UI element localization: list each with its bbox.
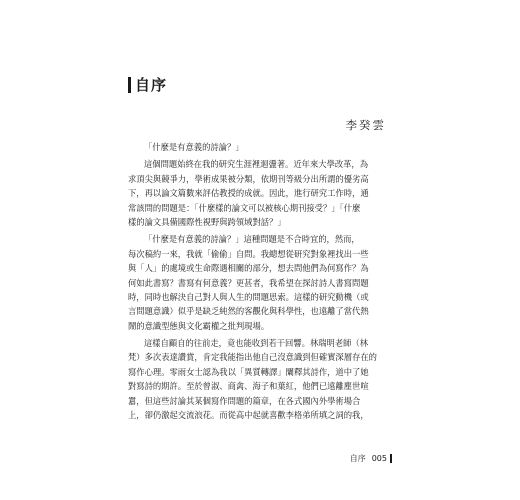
page-number: 005 (371, 454, 387, 463)
paragraph-line: 下，再以論文篇數來評估教授的成就。因此，進行研究工作時，通 (128, 188, 369, 199)
paragraph-line: 樣的論文具備國際性視野與跨領域對話？」 (128, 216, 286, 227)
paragraph-line: 寫作心理。零雨女士認為我以「異質轉譯」闡釋其詩作，道中了她 (128, 366, 369, 377)
paragraph-line: 梵）多次表達讚賞，肯定我能指出他自己沒意識到但確實深層存在的 (128, 352, 377, 363)
paragraph-line: 「什麼是有意義的詩論？」這種問題是不合時宜的，然而， (144, 234, 360, 245)
paragraph-line: 求頂尖與競爭力，學術成果被分類，依期刊等級分出所謂的優劣高 (128, 173, 369, 184)
paragraph-line: 每次稿約一來，我就「偷偷」自問。我總想從研究對象裡找出一些 (128, 248, 369, 259)
running-header: 自序 (349, 454, 366, 463)
body-text (128, 140, 390, 422)
paragraph-line: 上，卻仍激起交流浪花。而從高中起就喜歡李格弟所填之詞的我， (128, 410, 369, 421)
heading-bar (128, 77, 131, 93)
paragraph-line: 鬧的意識型態與文化霸權之批判現場。 (128, 320, 270, 331)
paragraph-line: 對寫詩的期許。至於曾淑、商禽、海子和葉紅，他們已遠離塵世喧 (128, 381, 369, 392)
paragraph-line: 與「人」的處境或生命際遇相關的部分，想去問他們為何寫作？為 (128, 263, 369, 274)
chapter-heading (128, 74, 167, 95)
paragraph-line: 「什麼是有意義的詩論？」 (144, 142, 244, 152)
paragraph-line: 何如此書寫？書寫有何意義？更甚者，我希望在探討詩人書寫問題 (128, 277, 369, 288)
paragraph-line: 常該問的問題是：「什麼樣的論文可以被核心期刊接受？」「什麼 (128, 202, 361, 213)
footer-bar (390, 454, 392, 463)
paragraph-line: 這樣自顧自的往前走，竟也能收到若干回響。林瑞明老師（林 (144, 338, 369, 349)
paragraph-line: 言問題意識）似乎是缺乏純然的客觀化與科學性，也遠離了當代熱 (128, 306, 369, 317)
paragraph-line: 這個問題始終在我的研究生涯裡迴盪著。近年來大學改革，為 (144, 159, 369, 170)
paragraph-line: 囂，但這些討論其某個寫作問題的篇章，在各式國內外學術場合 (128, 395, 361, 406)
paragraph-line: 時，同時也解決自己對人與人生的問題思索。這樣的研究動機（或 (128, 291, 369, 302)
chapter-title: 自序 (135, 76, 168, 94)
author-name: 李癸雲 (345, 118, 386, 132)
page-footer (350, 453, 392, 464)
